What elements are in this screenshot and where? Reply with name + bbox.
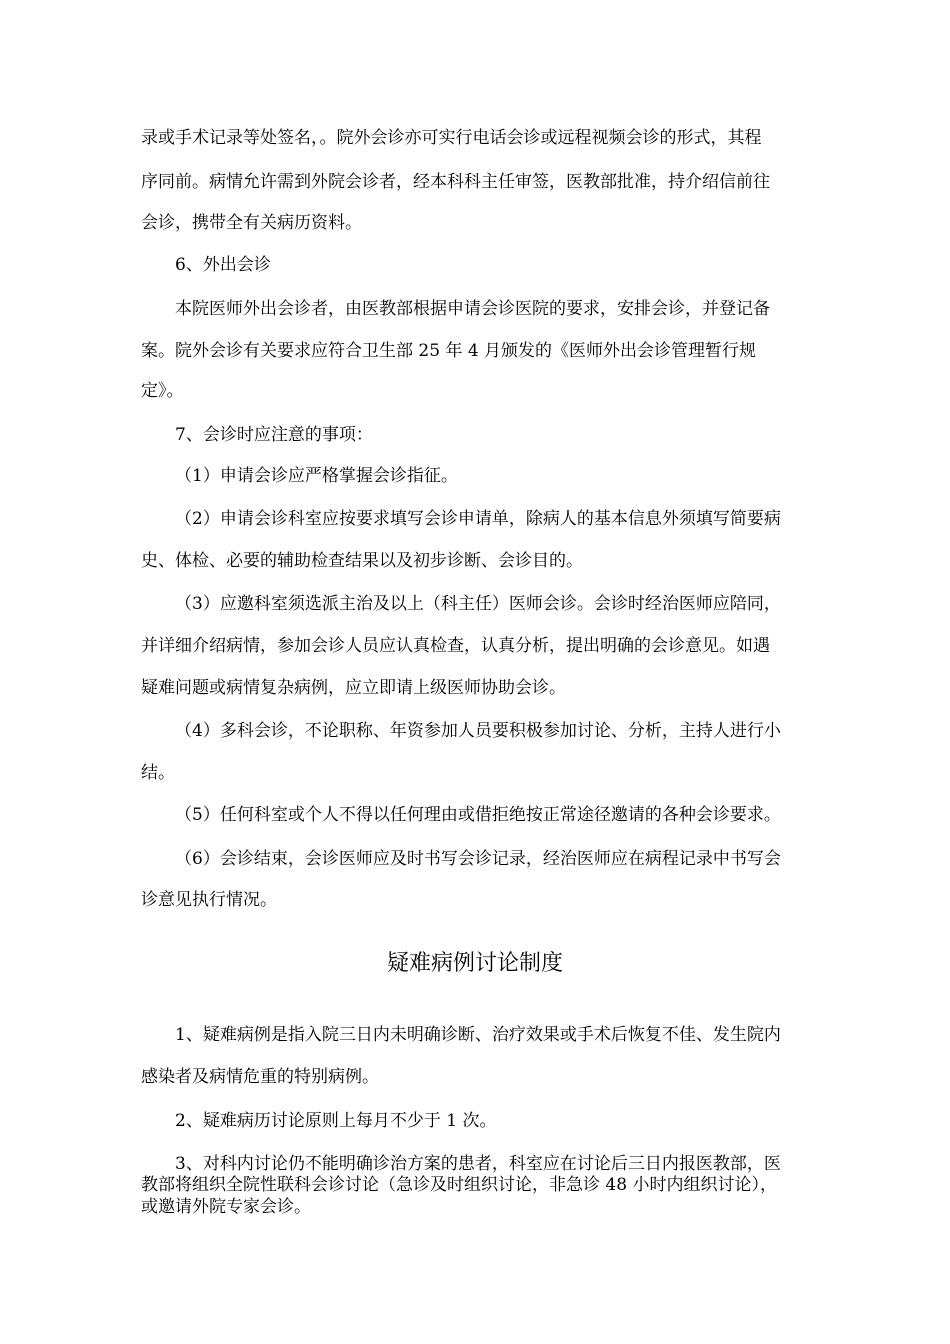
text-line: 教部将组织全院性联科会诊讨论（急诊及时组织讨论，非急诊 48 小时内组织讨论）， bbox=[141, 1175, 777, 1195]
text-line: 定》。 bbox=[141, 381, 184, 401]
text-line: 序同前。病情允许需到外院会诊者，经本科科主任审签，医教部批准，持介绍信前往 bbox=[141, 172, 770, 192]
text-line: 史、体检、必要的辅助检查结果以及初步诊断、会诊目的。 bbox=[141, 551, 583, 571]
text-line: 并详细介绍病情，参加会诊人员应认真检查，认真分析，提出明确的会诊意见。如遇 bbox=[141, 636, 770, 656]
section-heading: 7、会诊时应注意的事项： bbox=[175, 425, 373, 445]
list-item: （5）任何科室或个人不得以任何理由或借拒绝按正常途径邀请的各种会诊要求。 bbox=[175, 805, 781, 825]
list-item: 1、疑难病例是指入院三日内未明确诊断、治疗效果或手术后恢复不佳、发生院内 bbox=[175, 1025, 781, 1045]
text-line: 或邀请外院专家会诊。 bbox=[141, 1197, 311, 1217]
section-heading: 6、外出会诊 bbox=[175, 255, 271, 275]
list-item: （1）申请会诊应严格掌握会诊指征。 bbox=[175, 466, 458, 486]
text-line: 诊意见执行情况。 bbox=[141, 890, 277, 910]
text-line: 感染者及病情危重的特别病例。 bbox=[141, 1067, 379, 1087]
text-line: 会诊，携带全有关病历资料。 bbox=[141, 213, 362, 233]
list-item: （4）多科会诊，不论职称、年资参加人员要积极参加讨论、分析，主持人进行小 bbox=[175, 721, 781, 741]
section-title: 疑难病例讨论制度 bbox=[386, 951, 563, 976]
text-line: 结。 bbox=[141, 763, 175, 783]
list-item: 2、疑难病历讨论原则上每月不少于 1 次。 bbox=[175, 1111, 497, 1131]
text-line: 案。院外会诊有关要求应符合卫生部 25 年 4 月颁发的《医师外出会诊管理暂行规 bbox=[141, 341, 757, 361]
list-item: （3）应邀科室须选派主治及以上（科主任）医师会诊。会诊时经治医师应陪同， bbox=[175, 594, 781, 614]
list-item: （6）会诊结束，会诊医师应及时书写会诊记录，经治医师应在病程记录中书写会 bbox=[175, 849, 781, 869]
text-line: 录或手术记录等处签名，。院外会诊亦可实行电话会诊或远程视频会诊的形式，其程 bbox=[141, 128, 762, 148]
text-line: 本院医师外出会诊者，由医教部根据申请会诊医院的要求，安排会诊，并登记备 bbox=[175, 299, 770, 319]
list-item: 3、对科内讨论仍不能明确诊治方案的患者，科室应在讨论后三日内报医教部，医 bbox=[175, 1154, 781, 1174]
text-line: 疑难问题或病情复杂病例，应立即请上级医师协助会诊。 bbox=[141, 678, 566, 698]
list-item: （2）申请会诊科室应按要求填写会诊申请单，除病人的基本信息外须填写简要病 bbox=[175, 509, 781, 529]
